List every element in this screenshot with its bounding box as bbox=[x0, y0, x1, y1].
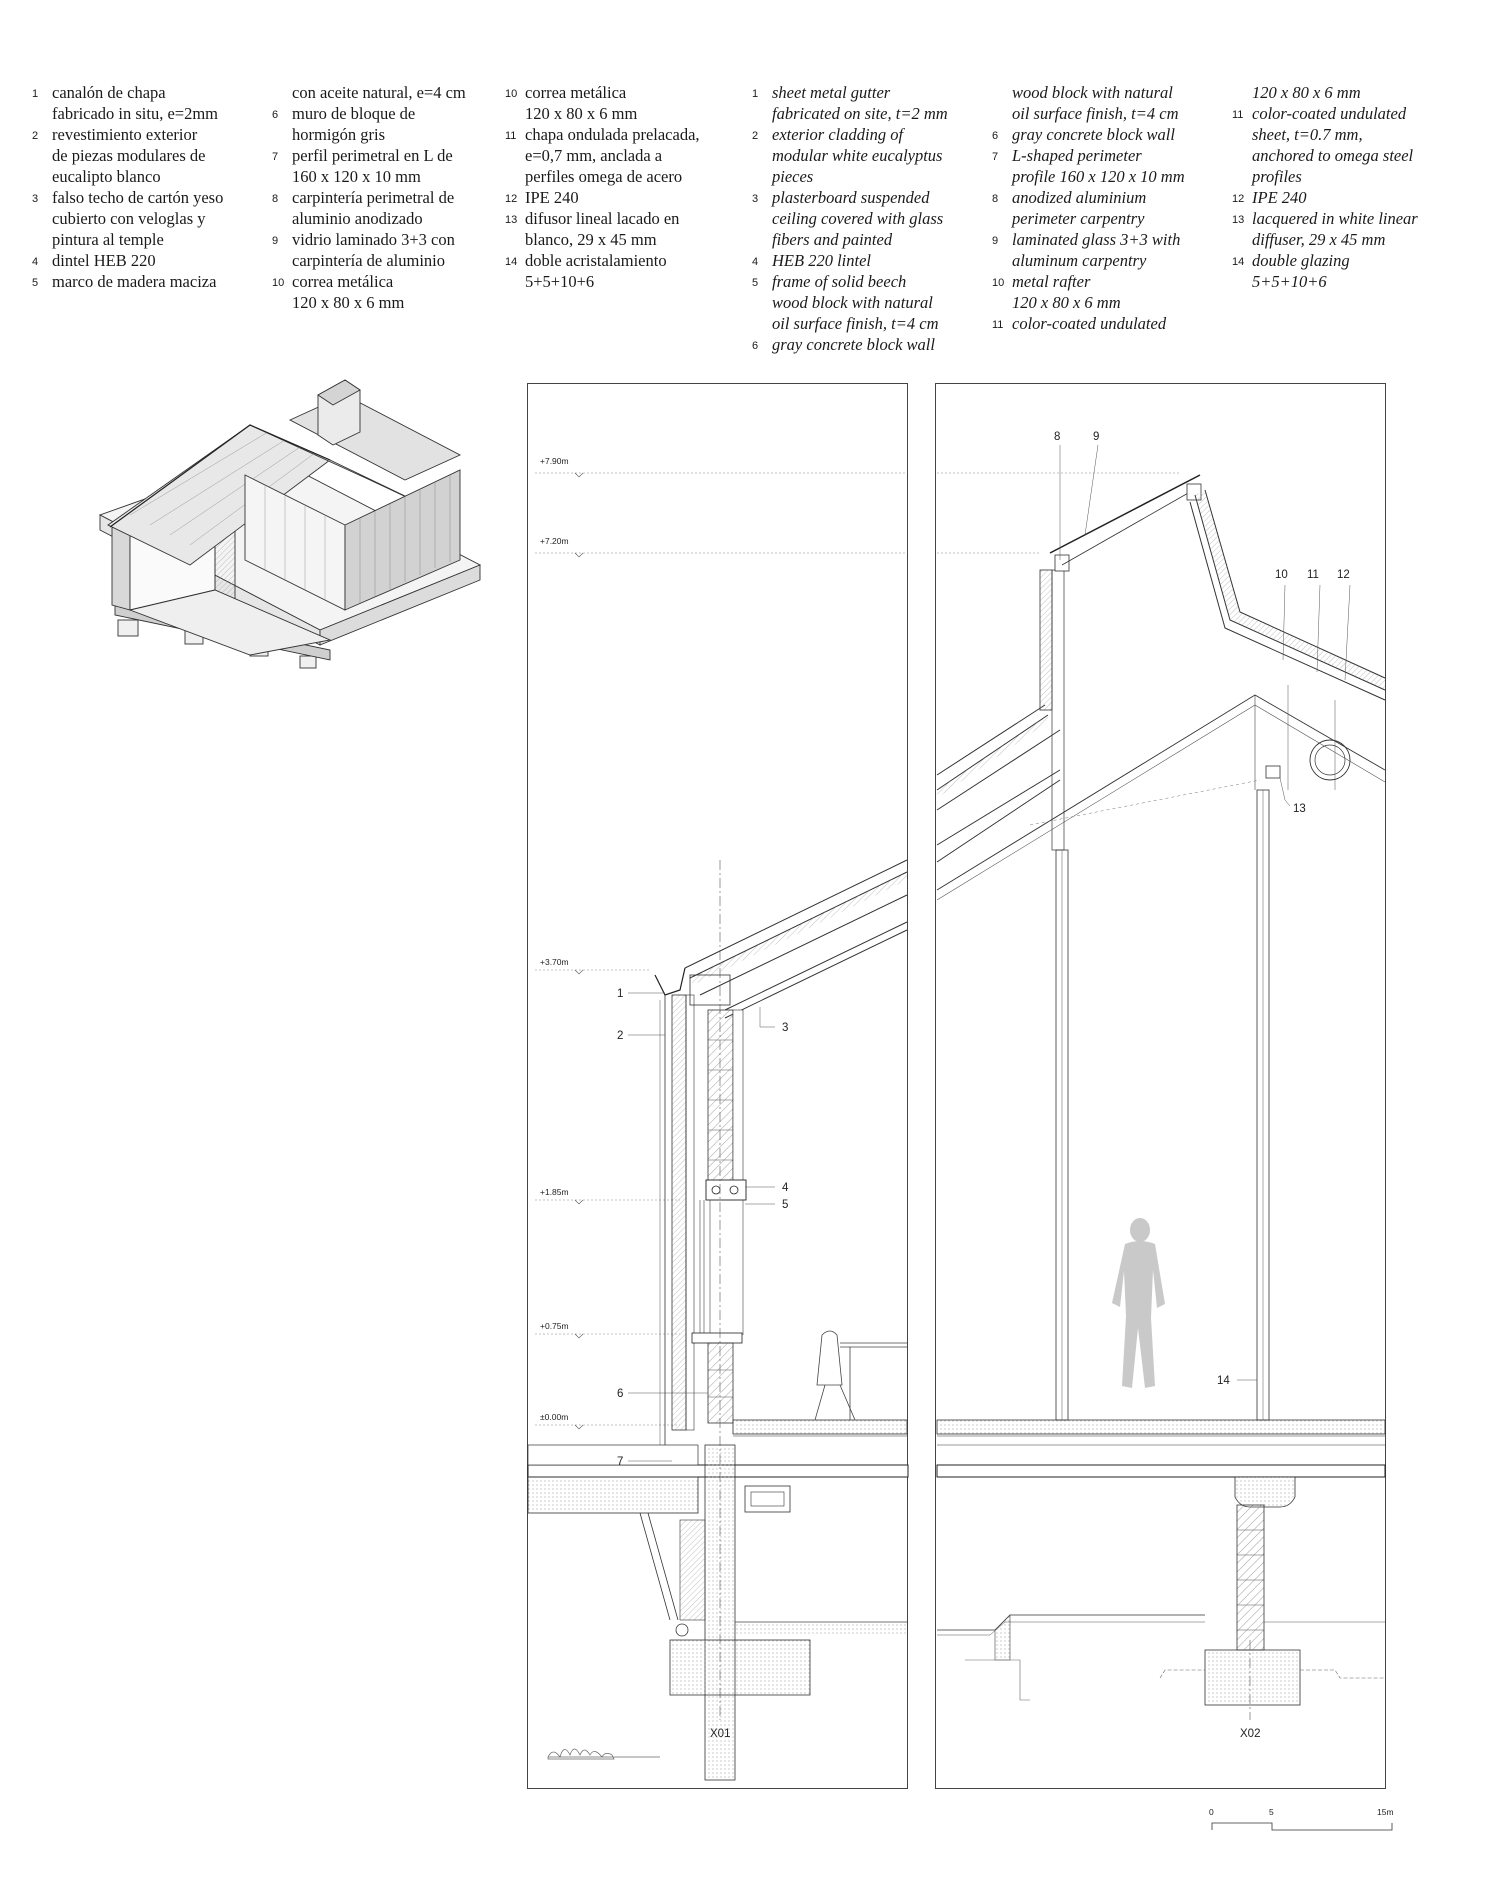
legend-line: 120 x 80 x 6 mm bbox=[292, 293, 405, 312]
callout-5: 5 bbox=[782, 1199, 789, 1211]
legend-line: falso techo de cartón yeso bbox=[52, 188, 224, 207]
legend-number: 8 bbox=[992, 193, 999, 205]
callout-8: 8 bbox=[1054, 431, 1061, 443]
legend-line: sheet metal gutter bbox=[772, 83, 891, 102]
legend-line: canalón de chapa bbox=[52, 83, 166, 102]
legend-line: oil surface finish, t=4 cm bbox=[772, 314, 939, 333]
section-left bbox=[528, 456, 908, 1780]
legend-line: carpintería de aluminio bbox=[292, 251, 446, 270]
legend-number: 3 bbox=[32, 193, 39, 205]
callout-2: 2 bbox=[617, 1030, 624, 1042]
legend-line: 120 x 80 x 6 mm bbox=[1252, 83, 1361, 102]
legend-line: 5+5+10+6 bbox=[525, 272, 595, 291]
legend-line: vidrio laminado 3+3 con bbox=[292, 230, 455, 249]
legend-line: wood block with natural bbox=[1012, 83, 1173, 102]
legend-line: fabricated on site, t=2 mm bbox=[772, 104, 948, 123]
scale-label-15m: 15m bbox=[1377, 1807, 1394, 1817]
legend-number: 4 bbox=[752, 256, 759, 268]
legend-number: 13 bbox=[505, 214, 518, 226]
callout-7: 7 bbox=[617, 1456, 624, 1468]
legend-line: difusor lineal lacado en bbox=[525, 209, 680, 228]
legend-line: hormigón gris bbox=[292, 125, 386, 144]
legend-line: correa metálica bbox=[292, 272, 394, 291]
legend-number: 11 bbox=[1232, 109, 1244, 121]
legend-line: e=0,7 mm, anclada a bbox=[525, 146, 663, 165]
legend-number: 6 bbox=[752, 340, 759, 352]
level-label-7-90: +7.90m bbox=[540, 456, 569, 466]
callout-10: 10 bbox=[1275, 569, 1288, 581]
legend-number: 11 bbox=[992, 319, 1004, 331]
legend-line: profiles bbox=[1252, 167, 1302, 186]
legend-line: carpintería perimetral de bbox=[292, 188, 455, 207]
callout-14: 14 bbox=[1217, 1375, 1230, 1387]
legend-line: fibers and painted bbox=[772, 230, 893, 249]
legend-line: 120 x 80 x 6 mm bbox=[525, 104, 638, 123]
legend-number: 13 bbox=[1232, 214, 1245, 226]
callout-12: 12 bbox=[1337, 569, 1350, 581]
legend-number: 1 bbox=[752, 88, 759, 100]
section-frame-right bbox=[936, 384, 1386, 1789]
legend-line: anchored to omega steel bbox=[1252, 146, 1414, 165]
legend-line: gray concrete block wall bbox=[772, 335, 935, 354]
human-figure bbox=[1112, 1218, 1165, 1388]
legend-line: marco de madera maciza bbox=[52, 272, 217, 291]
legend-line: aluminio anodizado bbox=[292, 209, 423, 228]
legend-number: 10 bbox=[272, 277, 285, 289]
legend-line: metal rafter bbox=[1012, 272, 1091, 291]
legend-line: modular white eucalyptus bbox=[772, 146, 943, 165]
legend-line: profile 160 x 120 x 10 mm bbox=[1012, 167, 1185, 186]
callout-4: 4 bbox=[782, 1182, 789, 1194]
callout-9: 9 bbox=[1093, 431, 1100, 443]
legend-number: 1 bbox=[32, 88, 39, 100]
level-label-7-20: +7.20m bbox=[540, 536, 569, 546]
legend-line: perfil perimetral en L de bbox=[292, 146, 453, 165]
legend-line: 5+5+10+6 bbox=[1252, 272, 1327, 291]
legend-number: 14 bbox=[1232, 256, 1245, 268]
level-label-0-00: ±0.00m bbox=[540, 1412, 569, 1422]
legend-line: sheet, t=0.7 mm, bbox=[1252, 125, 1363, 144]
legend-line: perimeter carpentry bbox=[1012, 209, 1145, 228]
scale-label-0: 0 bbox=[1209, 1807, 1214, 1817]
legend-line: ceiling covered with glass bbox=[772, 209, 944, 228]
callout-3: 3 bbox=[782, 1022, 789, 1034]
legend-line: pieces bbox=[772, 167, 814, 186]
level-label-1-85: +1.85m bbox=[540, 1187, 569, 1197]
legend-number: 2 bbox=[32, 130, 39, 142]
legend-line: frame of solid beech bbox=[772, 272, 907, 291]
legend-line: laminated glass 3+3 with bbox=[1012, 230, 1181, 249]
legend-number: 7 bbox=[272, 151, 279, 163]
legend-number: 12 bbox=[505, 193, 518, 205]
legend-line: color-coated undulated bbox=[1252, 104, 1407, 123]
callout-13: 13 bbox=[1293, 803, 1306, 815]
legend-line: color-coated undulated bbox=[1012, 314, 1167, 333]
legend-line: con aceite natural, e=4 cm bbox=[292, 83, 466, 102]
scale-label-5: 5 bbox=[1269, 1807, 1274, 1817]
callout-11: 11 bbox=[1307, 569, 1319, 581]
grid-axis-x02: X02 bbox=[1240, 1728, 1261, 1740]
legend-line: IPE 240 bbox=[1252, 188, 1307, 207]
legend-line: double glazing bbox=[1252, 251, 1350, 270]
section-right bbox=[937, 431, 1385, 1740]
legend-line: plasterboard suspended bbox=[772, 188, 930, 207]
legend-line: doble acristalamiento bbox=[525, 251, 667, 270]
legend-line: correa metálica bbox=[525, 83, 627, 102]
grid-axis-x01: X01 bbox=[710, 1728, 731, 1740]
legend-line: blanco, 29 x 45 mm bbox=[525, 230, 657, 249]
legend-number: 5 bbox=[752, 277, 759, 289]
axonometric-view bbox=[100, 380, 480, 668]
legend-line: HEB 220 lintel bbox=[772, 251, 871, 270]
legend-line: exterior cladding of bbox=[772, 125, 904, 144]
scale-bar bbox=[1209, 1807, 1394, 1830]
legend-number: 5 bbox=[32, 277, 39, 289]
legend-line: 160 x 120 x 10 mm bbox=[292, 167, 421, 186]
legend-number: 11 bbox=[505, 130, 517, 142]
chair-table bbox=[815, 1331, 907, 1420]
legend-line: eucalipto blanco bbox=[52, 167, 161, 186]
north-symbol-icon bbox=[548, 1749, 660, 1759]
legend-line: wood block with natural bbox=[772, 293, 933, 312]
legend-line: fabricado in situ, e=2mm bbox=[52, 104, 219, 123]
legend-number: 6 bbox=[992, 130, 999, 142]
legend-line: revestimiento exterior bbox=[52, 125, 198, 144]
legend-line: L-shaped perimeter bbox=[1012, 146, 1142, 165]
legend-number: 3 bbox=[752, 193, 759, 205]
callout-6: 6 bbox=[617, 1388, 624, 1400]
legend-line: de piezas modulares de bbox=[52, 146, 206, 165]
legend-number: 6 bbox=[272, 109, 279, 121]
legend-line: gray concrete block wall bbox=[1012, 125, 1175, 144]
legend-number: 14 bbox=[505, 256, 518, 268]
legend-line: aluminum carpentry bbox=[1012, 251, 1147, 270]
legend-line: perfiles omega de acero bbox=[525, 167, 683, 186]
legend-line: cubierto con veloglas y bbox=[52, 209, 206, 228]
legend-line: lacquered in white linear bbox=[1252, 209, 1418, 228]
callout-1: 1 bbox=[617, 988, 624, 1000]
legend-number: 9 bbox=[272, 235, 279, 247]
legend-line: chapa ondulada prelacada, bbox=[525, 125, 700, 144]
legend-line: oil surface finish, t=4 cm bbox=[1012, 104, 1179, 123]
level-label-3-70: +3.70m bbox=[540, 957, 569, 967]
level-label-0-75: +0.75m bbox=[540, 1321, 569, 1331]
legend-line: muro de bloque de bbox=[292, 104, 416, 123]
legend-line: anodized aluminium bbox=[1012, 188, 1147, 207]
legend-number: 9 bbox=[992, 235, 999, 247]
legend-number: 7 bbox=[992, 151, 999, 163]
legend-line: pintura al temple bbox=[52, 230, 164, 249]
legend-line: diffuser, 29 x 45 mm bbox=[1252, 230, 1386, 249]
legend-line: IPE 240 bbox=[525, 188, 579, 207]
legend-number: 10 bbox=[992, 277, 1005, 289]
legend-number: 12 bbox=[1232, 193, 1245, 205]
legend-line: dintel HEB 220 bbox=[52, 251, 156, 270]
legend-number: 4 bbox=[32, 256, 39, 268]
legend-number: 8 bbox=[272, 193, 279, 205]
legend-number: 10 bbox=[505, 88, 518, 100]
legend-line: 120 x 80 x 6 mm bbox=[1012, 293, 1121, 312]
legend-number: 2 bbox=[752, 130, 759, 142]
